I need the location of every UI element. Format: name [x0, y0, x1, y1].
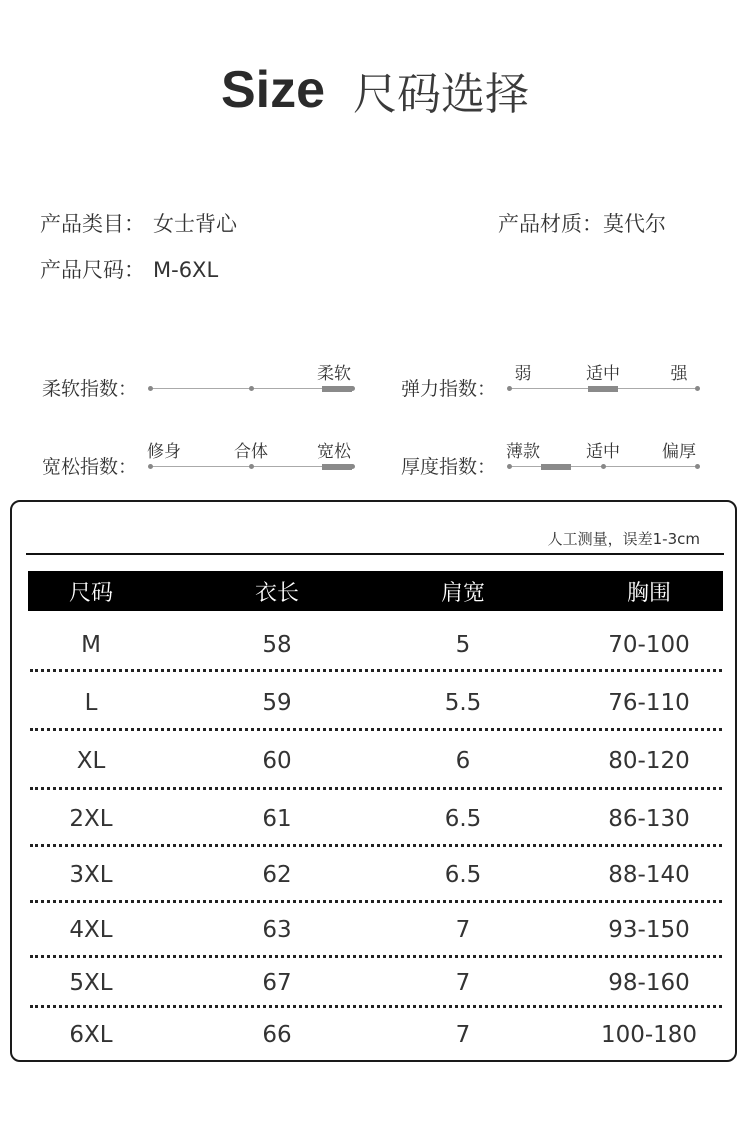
table-row	[28, 798, 723, 838]
info-material	[498, 208, 666, 238]
scale-tick-label: 修身	[147, 442, 181, 462]
scale-dot	[148, 386, 153, 391]
scale-level-marker	[322, 464, 352, 470]
row-divider	[30, 844, 722, 847]
cell-shoulder: 7	[455, 917, 471, 943]
cell-size: 2XL	[69, 806, 113, 832]
cell-length: 63	[262, 917, 292, 943]
cell-shoulder: 6.5	[444, 806, 482, 832]
softness-label: 柔软指数：	[42, 378, 138, 400]
thickness-label: 厚度指数：	[401, 456, 497, 478]
scale-tick-label: 合体	[234, 442, 268, 462]
header-length: 衣长	[254, 580, 300, 606]
row-divider	[30, 1005, 722, 1008]
scale-dot	[507, 464, 512, 469]
scale-dot	[249, 386, 254, 391]
scale-tick-label: 薄款	[506, 442, 540, 462]
row-divider	[30, 900, 722, 903]
scale-level-marker	[322, 386, 352, 392]
cell-size: 6XL	[69, 1022, 113, 1048]
thickness-scale	[506, 437, 697, 477]
cell-length: 61	[262, 806, 292, 832]
table-row	[28, 962, 723, 1002]
title-chinese: 尺码选择	[353, 69, 530, 120]
cell-size: XL	[76, 748, 106, 774]
scale-tick-label: 宽松	[317, 442, 351, 462]
measurement-note: 人工测量，误差1-3cm	[547, 530, 700, 548]
cell-size: 5XL	[69, 970, 113, 996]
table-row	[28, 624, 723, 664]
cell-size: 3XL	[69, 862, 113, 888]
category-label: 产品类目：	[40, 212, 145, 236]
row-divider	[30, 787, 722, 790]
page-title	[0, 58, 750, 122]
note-divider	[26, 553, 724, 555]
scale-tick-label: 弱	[514, 364, 532, 384]
cell-shoulder: 5.5	[444, 690, 482, 716]
cell-length: 66	[262, 1022, 292, 1048]
scale-dot	[695, 464, 700, 469]
cell-length: 60	[262, 748, 292, 774]
cell-bust: 80-120	[608, 748, 690, 774]
cell-length: 67	[262, 970, 292, 996]
cell-shoulder: 7	[455, 1022, 471, 1048]
cell-bust: 76-110	[608, 690, 690, 716]
material-label: 产品材质：	[498, 212, 603, 236]
scale-level-marker	[541, 464, 571, 470]
table-row	[28, 854, 723, 894]
category-value: 女士背心	[153, 212, 237, 236]
cell-length: 58	[262, 632, 292, 658]
scale-tick-label: 柔软	[317, 364, 351, 384]
scale-dot	[601, 464, 606, 469]
scale-dot	[695, 386, 700, 391]
info-category	[40, 208, 237, 238]
cell-bust: 93-150	[608, 917, 690, 943]
softness-scale	[150, 359, 352, 399]
info-size	[40, 254, 218, 284]
scale-dot	[148, 464, 153, 469]
size-label: 产品尺码：	[40, 258, 145, 282]
elasticity-label: 弹力指数：	[401, 378, 497, 400]
table-row	[28, 682, 723, 722]
cell-bust: 100-180	[600, 1022, 698, 1048]
cell-length: 62	[262, 862, 292, 888]
cell-length: 59	[262, 690, 292, 716]
table-header	[28, 571, 723, 611]
row-divider	[30, 955, 722, 958]
table-row	[28, 740, 723, 780]
cell-shoulder: 7	[455, 970, 471, 996]
scale-tick-label: 强	[670, 364, 688, 384]
fit-scale	[147, 437, 352, 477]
scale-level-marker	[588, 386, 618, 392]
header-size: 尺码	[68, 580, 114, 606]
cell-size: 4XL	[69, 917, 113, 943]
scale-dot	[249, 464, 254, 469]
cell-bust: 86-130	[608, 806, 690, 832]
title-english: Size	[220, 61, 326, 119]
table-row	[28, 1014, 723, 1054]
size-value: M-6XL	[153, 258, 219, 282]
scale-dot	[507, 386, 512, 391]
material-value: 莫代尔	[603, 212, 666, 236]
fit-label: 宽松指数：	[42, 456, 138, 478]
row-divider	[30, 669, 722, 672]
scale-tick-label: 适中	[586, 442, 620, 462]
header-shoulder: 肩宽	[440, 580, 486, 606]
row-divider	[30, 728, 722, 731]
cell-size: M	[81, 632, 101, 658]
cell-bust: 98-160	[608, 970, 690, 996]
cell-bust: 70-100	[608, 632, 690, 658]
table-row	[28, 909, 723, 949]
cell-shoulder: 5	[455, 632, 471, 658]
scale-tick-label: 偏厚	[662, 442, 696, 462]
cell-shoulder: 6	[455, 748, 471, 774]
scale-tick-label: 适中	[586, 364, 620, 384]
elasticity-scale	[509, 359, 697, 399]
header-bust: 胸围	[626, 580, 672, 606]
cell-shoulder: 6.5	[444, 862, 482, 888]
cell-size: L	[84, 690, 98, 716]
cell-bust: 88-140	[608, 862, 690, 888]
